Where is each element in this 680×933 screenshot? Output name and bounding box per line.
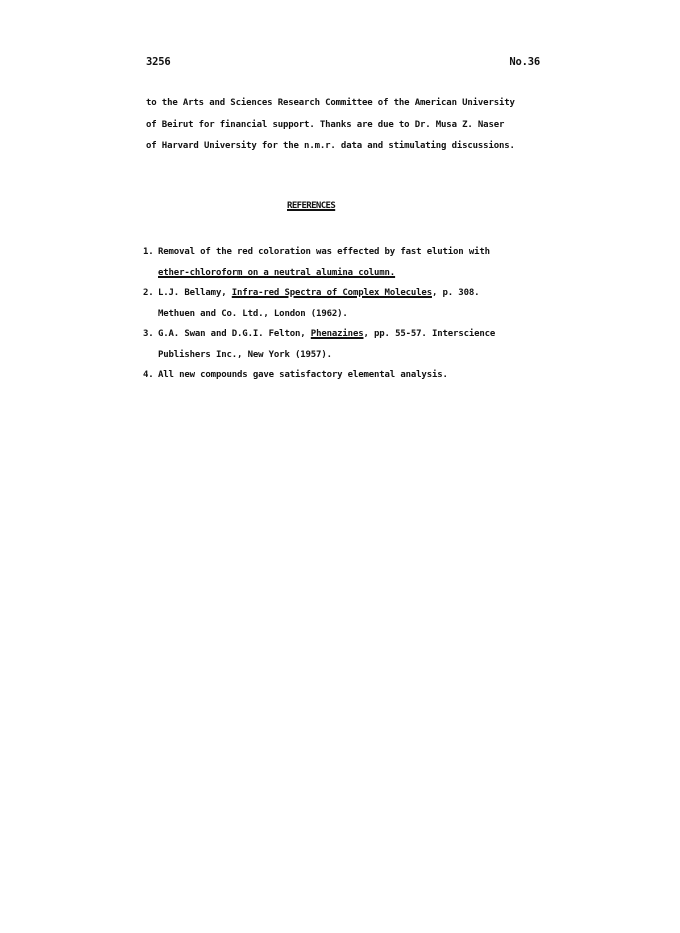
acknowledgement-line: of Harvard University for the n.m.r. data and stimulating discussions. [146,141,515,151]
reference-number: 2. [143,288,154,298]
references-list [143,242,563,386]
reference-number: 4. [143,370,154,380]
journal-issue-number: No.36 [509,56,540,68]
reference-item [143,324,563,365]
page-number: 3256 [146,56,171,68]
reference-author: G.A. Swan and D.G.I. Felton, [158,329,311,339]
reference-item [143,283,563,324]
reference-pages: , pp. 55-57. Interscience [363,329,496,339]
reference-number: 1. [143,247,154,257]
reference-number: 3. [143,329,154,339]
reference-text: Removal of the red coloration was effected by fast elution with [158,247,490,257]
reference-title: Phenazines [310,329,364,339]
reference-item [143,242,563,283]
reference-item [143,365,563,386]
reference-text: All new compounds gave satisfactory elemental analysis. [158,370,448,380]
reference-author: L.J. Bellamy, [158,288,232,298]
acknowledgement-paragraph [146,93,546,158]
reference-text: ether-chloroform on a neutral alumina column. [158,267,396,278]
reference-title: Infra-red Spectra of Complex Molecules [231,288,432,298]
acknowledgement-line: to the Arts and Sciences Research Committee of the American University [146,98,515,108]
reference-publisher: Methuen and Co. Ltd., London (1962). [158,308,348,319]
reference-pages: , p. 308. [431,288,480,298]
reference-publisher: Publishers Inc., New York (1957). [158,349,332,360]
acknowledgement-line: of Beirut for financial support. Thanks are due to Dr. Musa Z. Naser [146,119,505,130]
references-heading: REFERENCES [287,201,336,211]
